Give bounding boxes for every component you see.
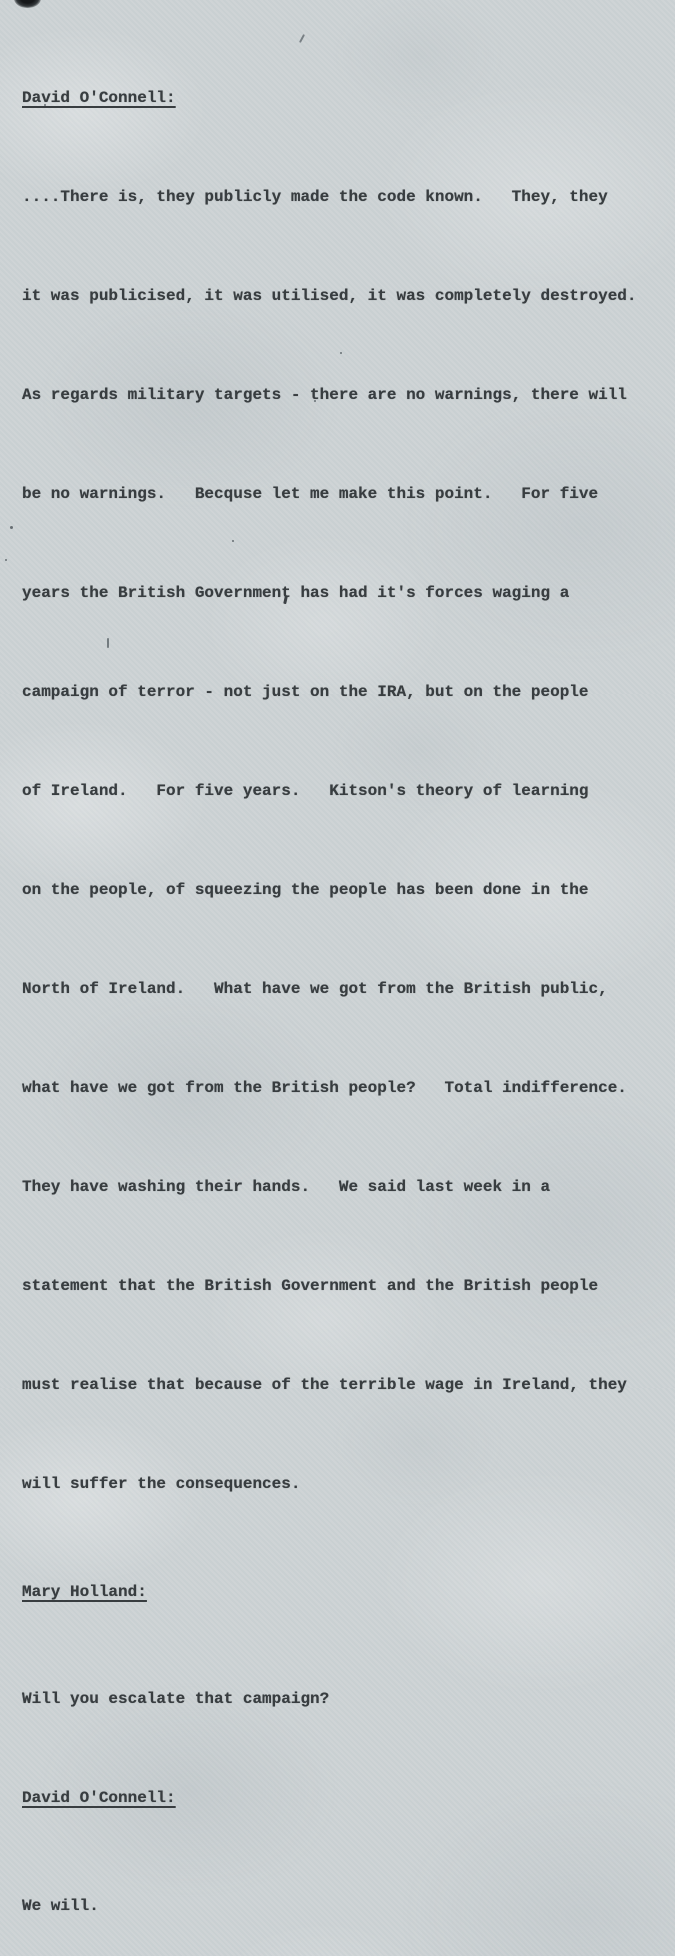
paper-speck bbox=[5, 559, 7, 561]
transcript-line: must realise that because of the terrible wage in Ireland, they bbox=[22, 1376, 627, 1394]
speaker-heading-david-oconnell-1: David O'Connell: bbox=[22, 89, 176, 107]
transcript-line: campaign of terror - not just on the IRA, but on the people bbox=[22, 683, 589, 701]
transcript-line: of Ireland. For five years. Kitson's theory of learning bbox=[22, 782, 589, 800]
transcript-line: statement that the British Government and the British people bbox=[22, 1277, 599, 1295]
paper-speck bbox=[10, 526, 13, 529]
transcript-line: ....There is, they publicly made the code known. They, they bbox=[22, 188, 608, 206]
transcript-line: on the people, of squeezing the people has been done in the bbox=[22, 881, 589, 899]
transcript-line: We will. bbox=[22, 1897, 99, 1915]
transcript-line: what have we got from the British people? Total indifference. bbox=[22, 1079, 627, 1097]
transcript-body bbox=[22, 16, 667, 1956]
transcript-line: North of Ireland. What have we got from the British public, bbox=[22, 980, 608, 998]
transcript-line: As regards military targets - there are no warnings, there will bbox=[22, 386, 627, 404]
transcript-line: will suffer the consequences. bbox=[22, 1475, 301, 1493]
transcript-line: years the British Government has had it's forces waging a bbox=[22, 584, 570, 602]
transcript-line: it was publicised, it was utilised, it was completely destroyed. bbox=[22, 287, 637, 305]
transcript-line: Will you escalate that campaign? bbox=[22, 1690, 330, 1708]
transcript-line: They have washing their hands. We said last week in a bbox=[22, 1178, 551, 1196]
transcript-line: be no warnings. Becquse let me make this point. For five bbox=[22, 485, 599, 503]
speaker-heading-mary-holland: Mary Holland: bbox=[22, 1583, 147, 1601]
ink-blob-top-edge bbox=[14, 0, 41, 8]
speaker-heading-david-oconnell-2: David O'Connell: bbox=[22, 1789, 176, 1807]
